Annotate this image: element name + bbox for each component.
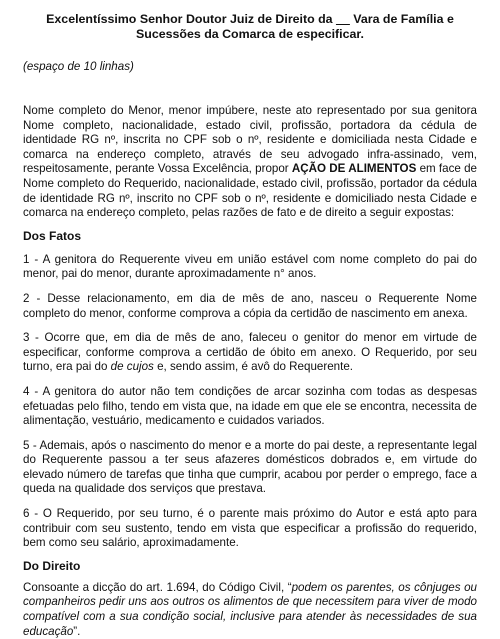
title-text-1: Excelentíssimo Senhor Doutor Juiz de Direito da <box>46 12 337 26</box>
action-title: AÇÃO DE ALIMENTOS <box>291 162 417 176</box>
fact-paragraph-3 <box>23 331 477 375</box>
law-text-2: ”. <box>73 624 81 638</box>
fact3-latin-term: de cujos <box>110 360 154 374</box>
intro-text-1: Nome completo do Menor, menor impúbere, neste ato representado por sua genitora Nome completo, nacionalidade, estado civil, profissão, portadora da cédula de identidade RG nº, inscrita no CPF sob o nº, residente e domiciliada nesta Cidade e comarca na endereço completo, através de seu advogado infra-assinado, vem, respeitosamente, perante Vossa Excelência, propor <box>23 104 477 176</box>
fact-paragraph-1: 1 - A genitora do Requerente viveu em união estável com nome completo do pai do menor, pai do menor, durante aproximadamente n° anos. <box>23 252 477 281</box>
fact-paragraph-4: 4 - A genitora do autor não tem condições de arcar sozinha com todas as despesas efetuadas pelo filho, tendo em vista que, na idade em que ele se encontra, necessita de alimentação, vestuário, medicamento e cuidados variados. <box>23 384 477 428</box>
spacing-note: (espaço de 10 linhas) <box>23 60 134 73</box>
fact-paragraph-5: 5 - Ademais, após o nascimento do menor e a morte do pai deste, a representante legal do Requerente passou a ter seus afazeres domésticos dobrados e, em virtude do elevado número de tarefas que tinha que cumprir, acabou por perder o emprego, face a queda na qualidade dos serviços que prestava. <box>23 438 477 496</box>
title-blank: __ <box>336 12 350 26</box>
document-title <box>23 12 477 42</box>
title-text-2: Vara de Família e Sucessões da Comarca de especificar. <box>136 12 454 41</box>
section-heading-law: Do Direito <box>23 558 81 573</box>
intro-text-2: em face de Nome completo do Requerido, nacionalidade, estado civil, profissão, portador da cédula de identidade RG nº, inscrito no CPF sob o nº, residente e domiciliado nesta Cidade e comarca na endereço completo, pelas razões de fato e de direito a seguir expostas: <box>23 162 477 220</box>
section-heading-facts: Dos Fatos <box>23 228 82 243</box>
fact-paragraph-6: 6 - O Requerido, por seu turno, é o parente mais próximo do Autor e está apto para contribuir com seu sustento, tendo em vista que especificar a profissão do requerido, bem como seu salário, aproximadamente. <box>23 507 477 550</box>
fact3-text-2: e, sendo assim, é avô do Requerente. <box>153 360 353 374</box>
law-text-1: Consoante a dicção do art. 1.694, do Código Civil, “ <box>23 580 292 594</box>
fact-paragraph-2: 2 - Desse relacionamento, em dia de mês de ano, nasceu o Requerente Nome completo do menor, conforme comprova a cópia da certidão de nascimento em anexa. <box>23 291 477 320</box>
intro-paragraph <box>23 104 477 221</box>
fact3-text-1: 3 - Ocorre que, em dia de mês de ano, faleceu o genitor do menor em virtude de especificar, conforme comprova a certidão de óbito em anexo. O Requerido, por seu turno, era pai do <box>23 331 477 374</box>
law-quote: podem os parentes, os cônjuges ou companheiros pedir uns aos outros os alimentos de que necessitem para viver de modo compatível com a sua condição social, inclusive para atender às necessidades de sua educação <box>23 580 477 638</box>
law-paragraph <box>23 581 477 639</box>
